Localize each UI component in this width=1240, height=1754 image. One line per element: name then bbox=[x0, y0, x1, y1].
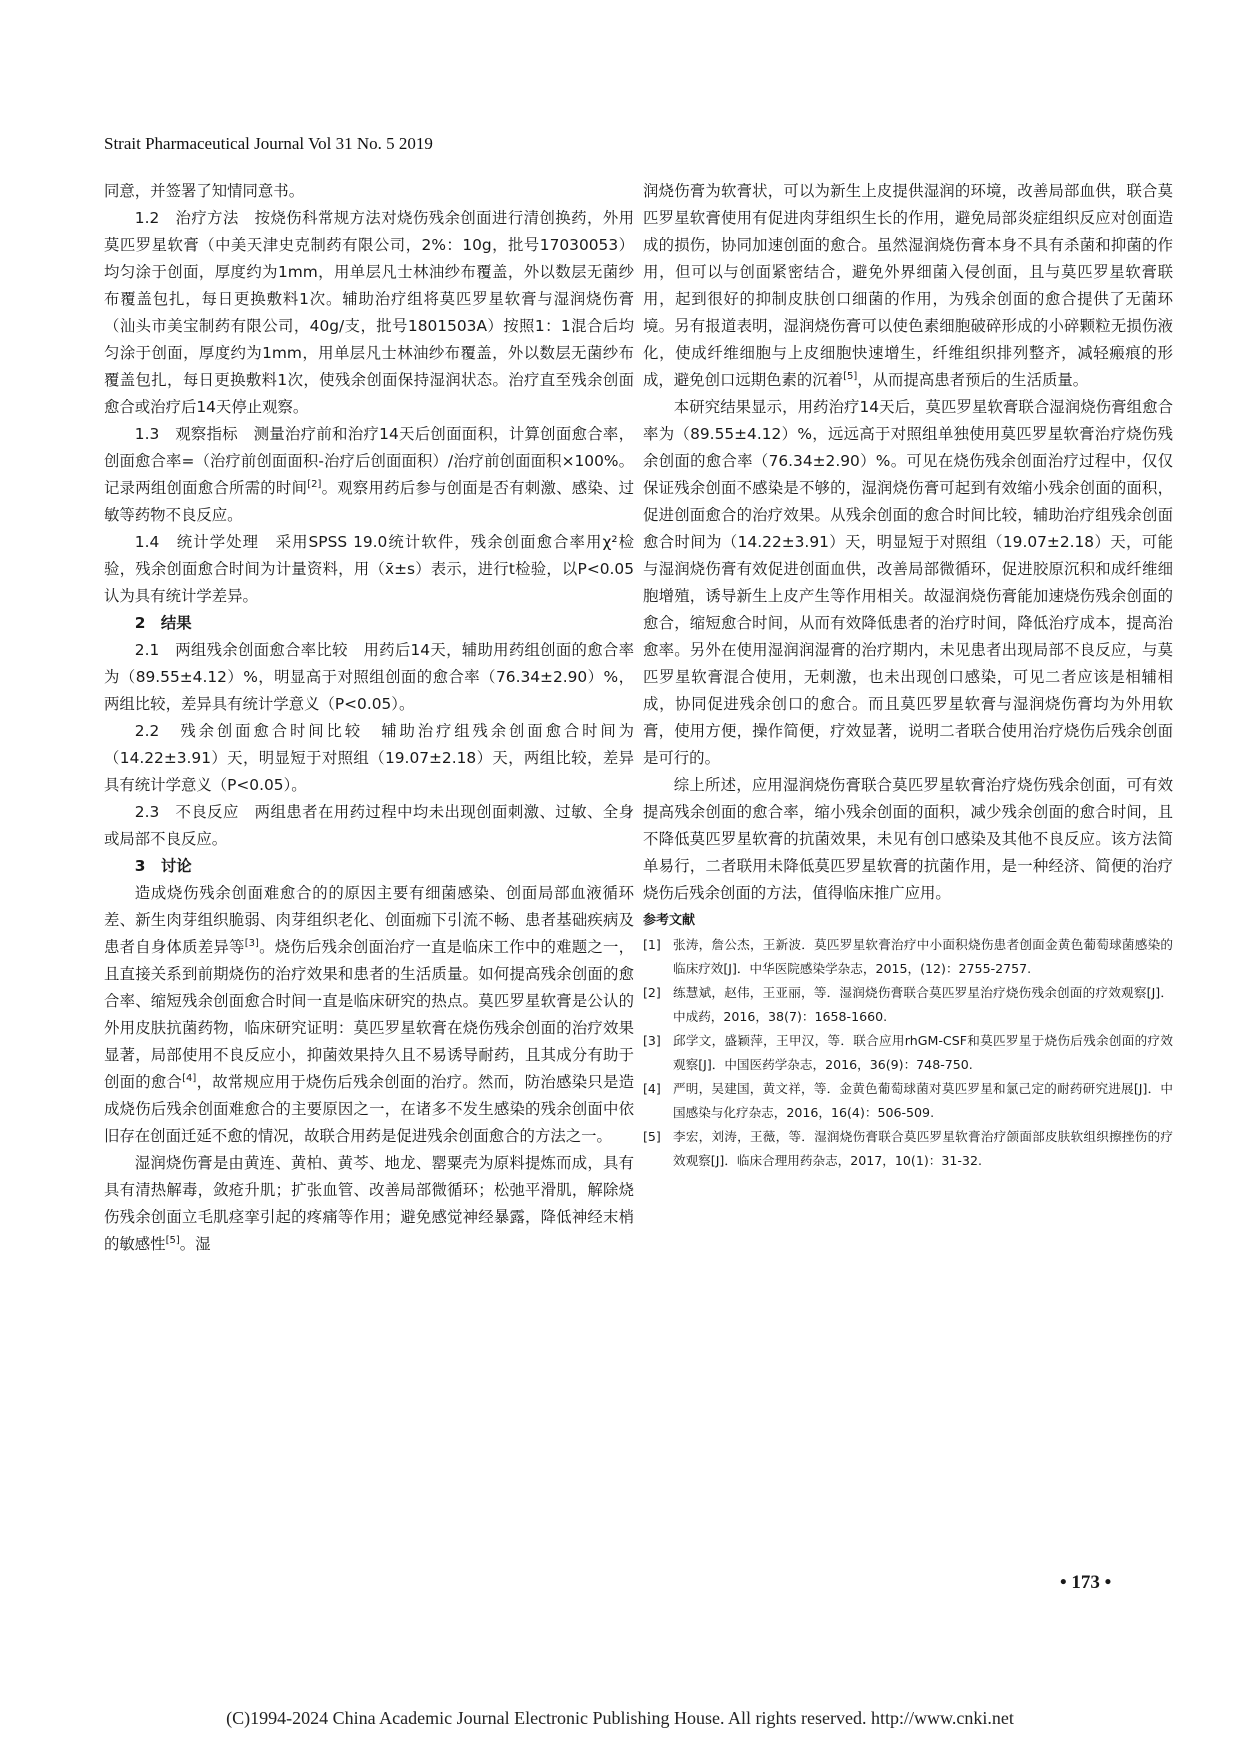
reference-item: [2] 练慧斌，赵伟，王亚丽，等．湿润烧伤膏联合莫匹罗星治疗烧伤残余创面的疗效观察[J]．中成药，2016，38(7)：1658-1660. bbox=[643, 985, 1173, 1024]
paragraph: 综上所述，应用湿润烧伤膏联合莫匹罗星软膏治疗烧伤残余创面，可有效提高残余创面的愈合率，缩小残余创面的面积，减少残余创面的愈合时间，且不降低莫匹罗星软膏的抗菌效果，未见有创口感染及其他不良反应。该方法简单易行，二者联用未降低莫匹罗星软膏的抗菌作用，是一种经济、简便的治疗烧伤后残余创面的方法，值得临床推广应用。 bbox=[643, 776, 1173, 902]
paragraph: 2.1 两组残余创面愈合率比较 用药后14天，辅助用药组创面的愈合率为（89.55±4.12）%，明显高于对照组创面的愈合率（76.34±2.90）%，两组比较，差异具有统计学意义（P<0.05）。 bbox=[104, 641, 634, 713]
citation: [4] bbox=[182, 1072, 197, 1084]
paragraph: 1.4 统计学处理 采用SPSS 19.0统计软件，残余创面愈合率用χ²检验，残余创面愈合时间为计量资料，用（x̄±s）表示，进行t检验，以P<0.05认为具有统计学差异。 bbox=[104, 533, 634, 605]
journal-header: Strait Pharmaceutical Journal Vol 31 No. 5 2019 bbox=[104, 134, 433, 153]
reference-item: [4] 严明，吴建国，黄文祥，等．金黄色葡萄球菌对莫匹罗星和氯己定的耐药研究进展[J]．中国感染与化疗杂志，2016，16(4)：506-509. bbox=[643, 1081, 1173, 1120]
paragraph: 本研究结果显示，用药治疗14天后，莫匹罗星软膏联合湿润烧伤膏组愈合率为（89.55±4.12）%，远远高于对照组单独使用莫匹罗星软膏治疗烧伤残余创面的愈合率（76.34±2.90）%。可见在烧伤残余创面治疗过程中，仅仅保证残余创面不感染是不够的，湿润烧伤膏可起到有效缩小残余创面的面积，促进创面愈合的治疗效果。从残余创面的愈合时间比较，辅助治疗组残余创面愈合时间为（14.22±3.91）天，明显短于对照组（19.07±2.18）天，可能与湿润烧伤膏有效促进创面血供，改善局部微循环，促进胶原沉积和成纤维细胞增殖，诱导新生上皮产生等作用相关。故湿润烧伤膏能加速烧伤残余创面的愈合，缩短愈合时间，从而有效降低患者的治疗时间，降低治疗成本，提高治愈率。另外在使用湿润润湿膏的治疗期内，未见患者出现局部不良反应，与莫匹罗星软膏混合使用，无刺激，也未出现创口感染，可见二者应该是相辅相成，协同促进残余创口的愈合。而且莫匹罗星软膏与湿润烧伤膏均为外用软膏，使用方便，操作简便，疗效显著，说明二者联合使用治疗烧伤后残余创面是可行的。 bbox=[643, 398, 1173, 767]
reference-item: [5] 李宏，刘涛，王薇，等．湿润烧伤膏联合莫匹罗星软膏治疗颌面部皮肤软组织擦挫伤的疗效观察[J]．临床合理用药杂志，2017，10(1)：31-32. bbox=[643, 1129, 1173, 1168]
reference-item: [3] 邱学文，盛颖萍，王甲汉，等．联合应用rhGM-CSF和莫匹罗星于烧伤后残余创面的疗效观察[J]．中国医药学杂志，2016，36(9)：748-750. bbox=[643, 1033, 1173, 1072]
section-heading: 3 讨论 bbox=[134, 857, 192, 875]
section-heading: 2 结果 bbox=[134, 614, 192, 632]
paragraph: 2.3 不良反应 两组患者在用药过程中均未出现创面刺激、过敏、全身或局部不良反应。 bbox=[104, 803, 634, 848]
reference-item: [1] 张涛，詹公杰，王新波．莫匹罗星软膏治疗中小面积烧伤患者创面金黄色葡萄球菌感染的临床疗效[J]．中华医院感染学杂志，2015，(12)：2755-2757. bbox=[643, 937, 1173, 976]
citation: [5] bbox=[165, 1234, 180, 1246]
paragraph: 造成烧伤残余创面难愈合的的原因主要有细菌感染、创面局部血液循环差、新生肉芽组织脆弱、肉芽组织老化、创面痂下引流不畅、患者基础疾病及患者自身体质差异等[3]。烧伤后残余创面治疗一直是临床工作中的难题之一，且直接关系到前期烧伤的治疗效果和患者的生活质量。如何提高残余创面的愈合率、缩短残余创面愈合时间一直是临床研究的热点。莫匹罗星软膏是公认的外用皮肤抗菌药物，临床研究证明：莫匹罗星软膏在烧伤残余创面的治疗效果显著，局部使用不良反应小，抑菌效果持久且不易诱导耐药，且其成分有助于创面的愈合[4]，故常规应用于烧伤后残余创面的治疗。然而，防治感染只是造成烧伤后残余创面难愈合的主要原因之一，在诸多不发生感染的残余创面中依旧存在创面迁延不愈的情况，故联合用药是促进残余创面愈合的方法之一。 bbox=[104, 884, 634, 1145]
paragraph: 1.3 观察指标 测量治疗前和治疗14天后创面面积，计算创面愈合率，创面愈合率=（治疗前创面面积-治疗后创面面积）/治疗前创面面积×100%。记录两组创面愈合所需的时间[2]。观察用药后参与创面是否有刺激、感染、过敏等药物不良反应。 bbox=[104, 425, 634, 524]
paragraph: 润烧伤膏为软膏状，可以为新生上皮提供湿润的环境，改善局部血供，联合莫匹罗星软膏使用有促进肉芽组织生长的作用，避免局部炎症组织反应对创面造成的损伤，协同加速创面的愈合。虽然湿润烧伤膏本身不具有杀菌和抑菌的作用，但可以与创面紧密结合，避免外界细菌入侵创面，且与莫匹罗星软膏联用，起到很好的抑制皮肤创口细菌的作用，为残余创面的愈合提供了无菌环境。另有报道表明，湿润烧伤膏可以使色素细胞破碎形成的小碎颗粒无损伤液化，使成纤维细胞与上皮细胞快速增生，纤维组织排列整齐，减轻瘢痕的形成，避免创口远期色素的沉着[5]，从而提高患者预后的生活质量。 bbox=[643, 182, 1173, 389]
paragraph: 湿润烧伤膏是由黄连、黄柏、黄芩、地龙、罂粟壳为原料提炼而成，具有具有清热解毒，敛疮升肌；扩张血管、改善局部微循环；松弛平滑肌，解除烧伤残余创面立毛肌痉挛引起的疼痛等作用；避免感觉神经暴露，降低神经末梢的敏感性[5]。湿 bbox=[104, 1154, 634, 1253]
citation: [5] bbox=[843, 370, 858, 382]
left-column bbox=[104, 178, 634, 1258]
copyright-footer: (C)1994-2024 China Academic Journal Electronic Publishing House. All rights reserved. http://www.cnki.net bbox=[226, 1708, 1014, 1728]
paragraph: 1.2 治疗方法 按烧伤科常规方法对烧伤残余创面进行清创换药，外用莫匹罗星软膏（中美天津史克制药有限公司，2%：10g，批号17030053）均匀涂于创面，厚度约为1mm，用单层凡士林油纱布覆盖，外以数层无菌纱布覆盖包扎，每日更换敷料1次。辅助治疗组将莫匹罗星软膏与湿润烧伤膏（汕头市美宝制药有限公司，40g/支，批号1801503A）按照1：1混合后均匀涂于创面，厚度约为1mm，用单层凡士林油纱布覆盖，外以数层无菌纱布覆盖包扎，每日更换敷料1次，使残余创面保持湿润状态。治疗直至残余创面愈合或治疗后14天停止观察。 bbox=[104, 209, 634, 416]
citation: [3] bbox=[244, 937, 259, 949]
right-column bbox=[643, 178, 1173, 1173]
page-number: • 173 • bbox=[1060, 1572, 1112, 1593]
references-title: 参考文献 bbox=[643, 913, 696, 928]
citation: [2] bbox=[307, 478, 322, 490]
paragraph: 2.2 残余创面愈合时间比较 辅助治疗组残余创面愈合时间为（14.22±3.91）天，明显短于对照组（19.07±2.18）天，两组比较，差异具有统计学意义（P<0.05）。 bbox=[104, 722, 634, 794]
paragraph: 同意，并签署了知情同意书。 bbox=[104, 182, 305, 200]
